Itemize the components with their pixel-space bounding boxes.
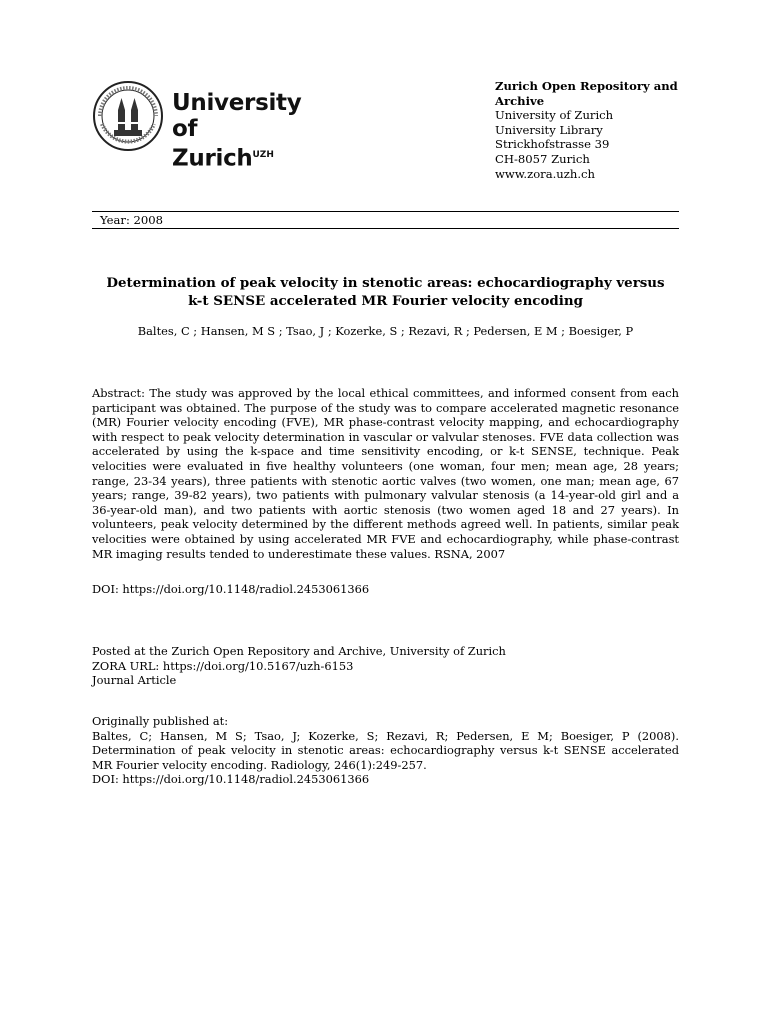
posted-line: Posted at the Zurich Open Repository and Archive, University of Zurich <box>92 644 506 658</box>
abstract-text: Abstract: The study was approved by the local ethical committees, and informed consent from each participant was obtained. The purpose of the study was to compare accelerated magnetic resonance (MR) Fourier velocity encoding (FVE), MR phase-contrast velocity mapping, and echocardiography with respect to peak velocity determination in vascular or valvular stenoses. FVE data collection was accelerated by using the k-space and time sensitivity encoding, or k-t SENSE, technique. Peak velocities were evaluated in five healthy volunteers (one woman, four men; mean age, 28 years; range, 23-34 years), three patients with stenotic aortic valves (two women, one man; mean age, 67 years; range, 39-82 years), two patients with pulmonary valvular stenosis (a 14-year-old girl and a 36-year-old man), and two patients with aortic stenosis (two women aged 18 and 27 years). In volunteers, peak velocity determined by the different methods agreed well. In patients, similar peak velocities were obtained by using accelerated MR FVE and echocardiography, while phase-contrast MR imaging results tended to underestimate these values. RSNA, 2007 <box>92 386 679 561</box>
address-line: University Library <box>495 122 603 137</box>
paper-authors: Baltes, C ; Hansen, M S ; Tsao, J ; Kozerke, S ; Rezavi, R ; Pedersen, E M ; Boesiger, P <box>137 324 634 338</box>
paper-title-line2: k-t SENSE accelerated MR Fourier velocity encoding <box>188 293 583 309</box>
repository-url-link[interactable]: www.zora.uzh.ch <box>495 166 595 181</box>
zora-url-link[interactable]: ZORA URL: https://doi.org/10.5167/uzh-6153 <box>92 658 354 673</box>
repository-title-line2: Archive <box>495 93 545 108</box>
university-seal-icon <box>92 80 164 152</box>
university-logo <box>92 80 332 172</box>
doi-link[interactable]: DOI: https://doi.org/10.1148/radiol.2453061366 <box>92 582 370 596</box>
repository-title-line1: Zurich Open Repository and <box>495 79 678 93</box>
top-rule <box>92 211 679 212</box>
university-wordmark <box>172 90 332 172</box>
document-type: Journal Article <box>92 673 177 688</box>
repository-address <box>495 79 678 181</box>
publication-year: Year: 2008 <box>100 213 164 227</box>
original-publication <box>92 714 679 787</box>
address-line: Strickhofstrasse 39 <box>495 137 610 152</box>
original-heading: Originally published at: <box>92 714 229 728</box>
bottom-rule <box>92 228 679 229</box>
address-line: CH-8057 Zurich <box>495 151 590 166</box>
university-name-line1: University of <box>172 90 302 142</box>
posting-info <box>92 644 679 688</box>
uzh-superscript: UZH <box>252 150 274 160</box>
paper-title <box>92 274 679 310</box>
university-name-line2: Zurich$^{UZH}$ <box>172 145 274 172</box>
original-doi-link[interactable]: DOI: https://doi.org/10.1148/radiol.2453061366 <box>92 772 370 787</box>
address-line: University of Zurich <box>495 108 614 123</box>
citation-text: Baltes, C; Hansen, M S; Tsao, J; Kozerke, S; Rezavi, R; Pedersen, E M; Boesiger, P (2008). Determination of peak velocity in stenotic areas: echocardiography versus k-t SENSE accelerated MR Fourier velocity encoding. Radiology, 246(1):249-257. <box>92 728 679 772</box>
paper-title-line1: Determination of peak velocity in stenotic areas: echocardiography versus <box>106 275 665 291</box>
